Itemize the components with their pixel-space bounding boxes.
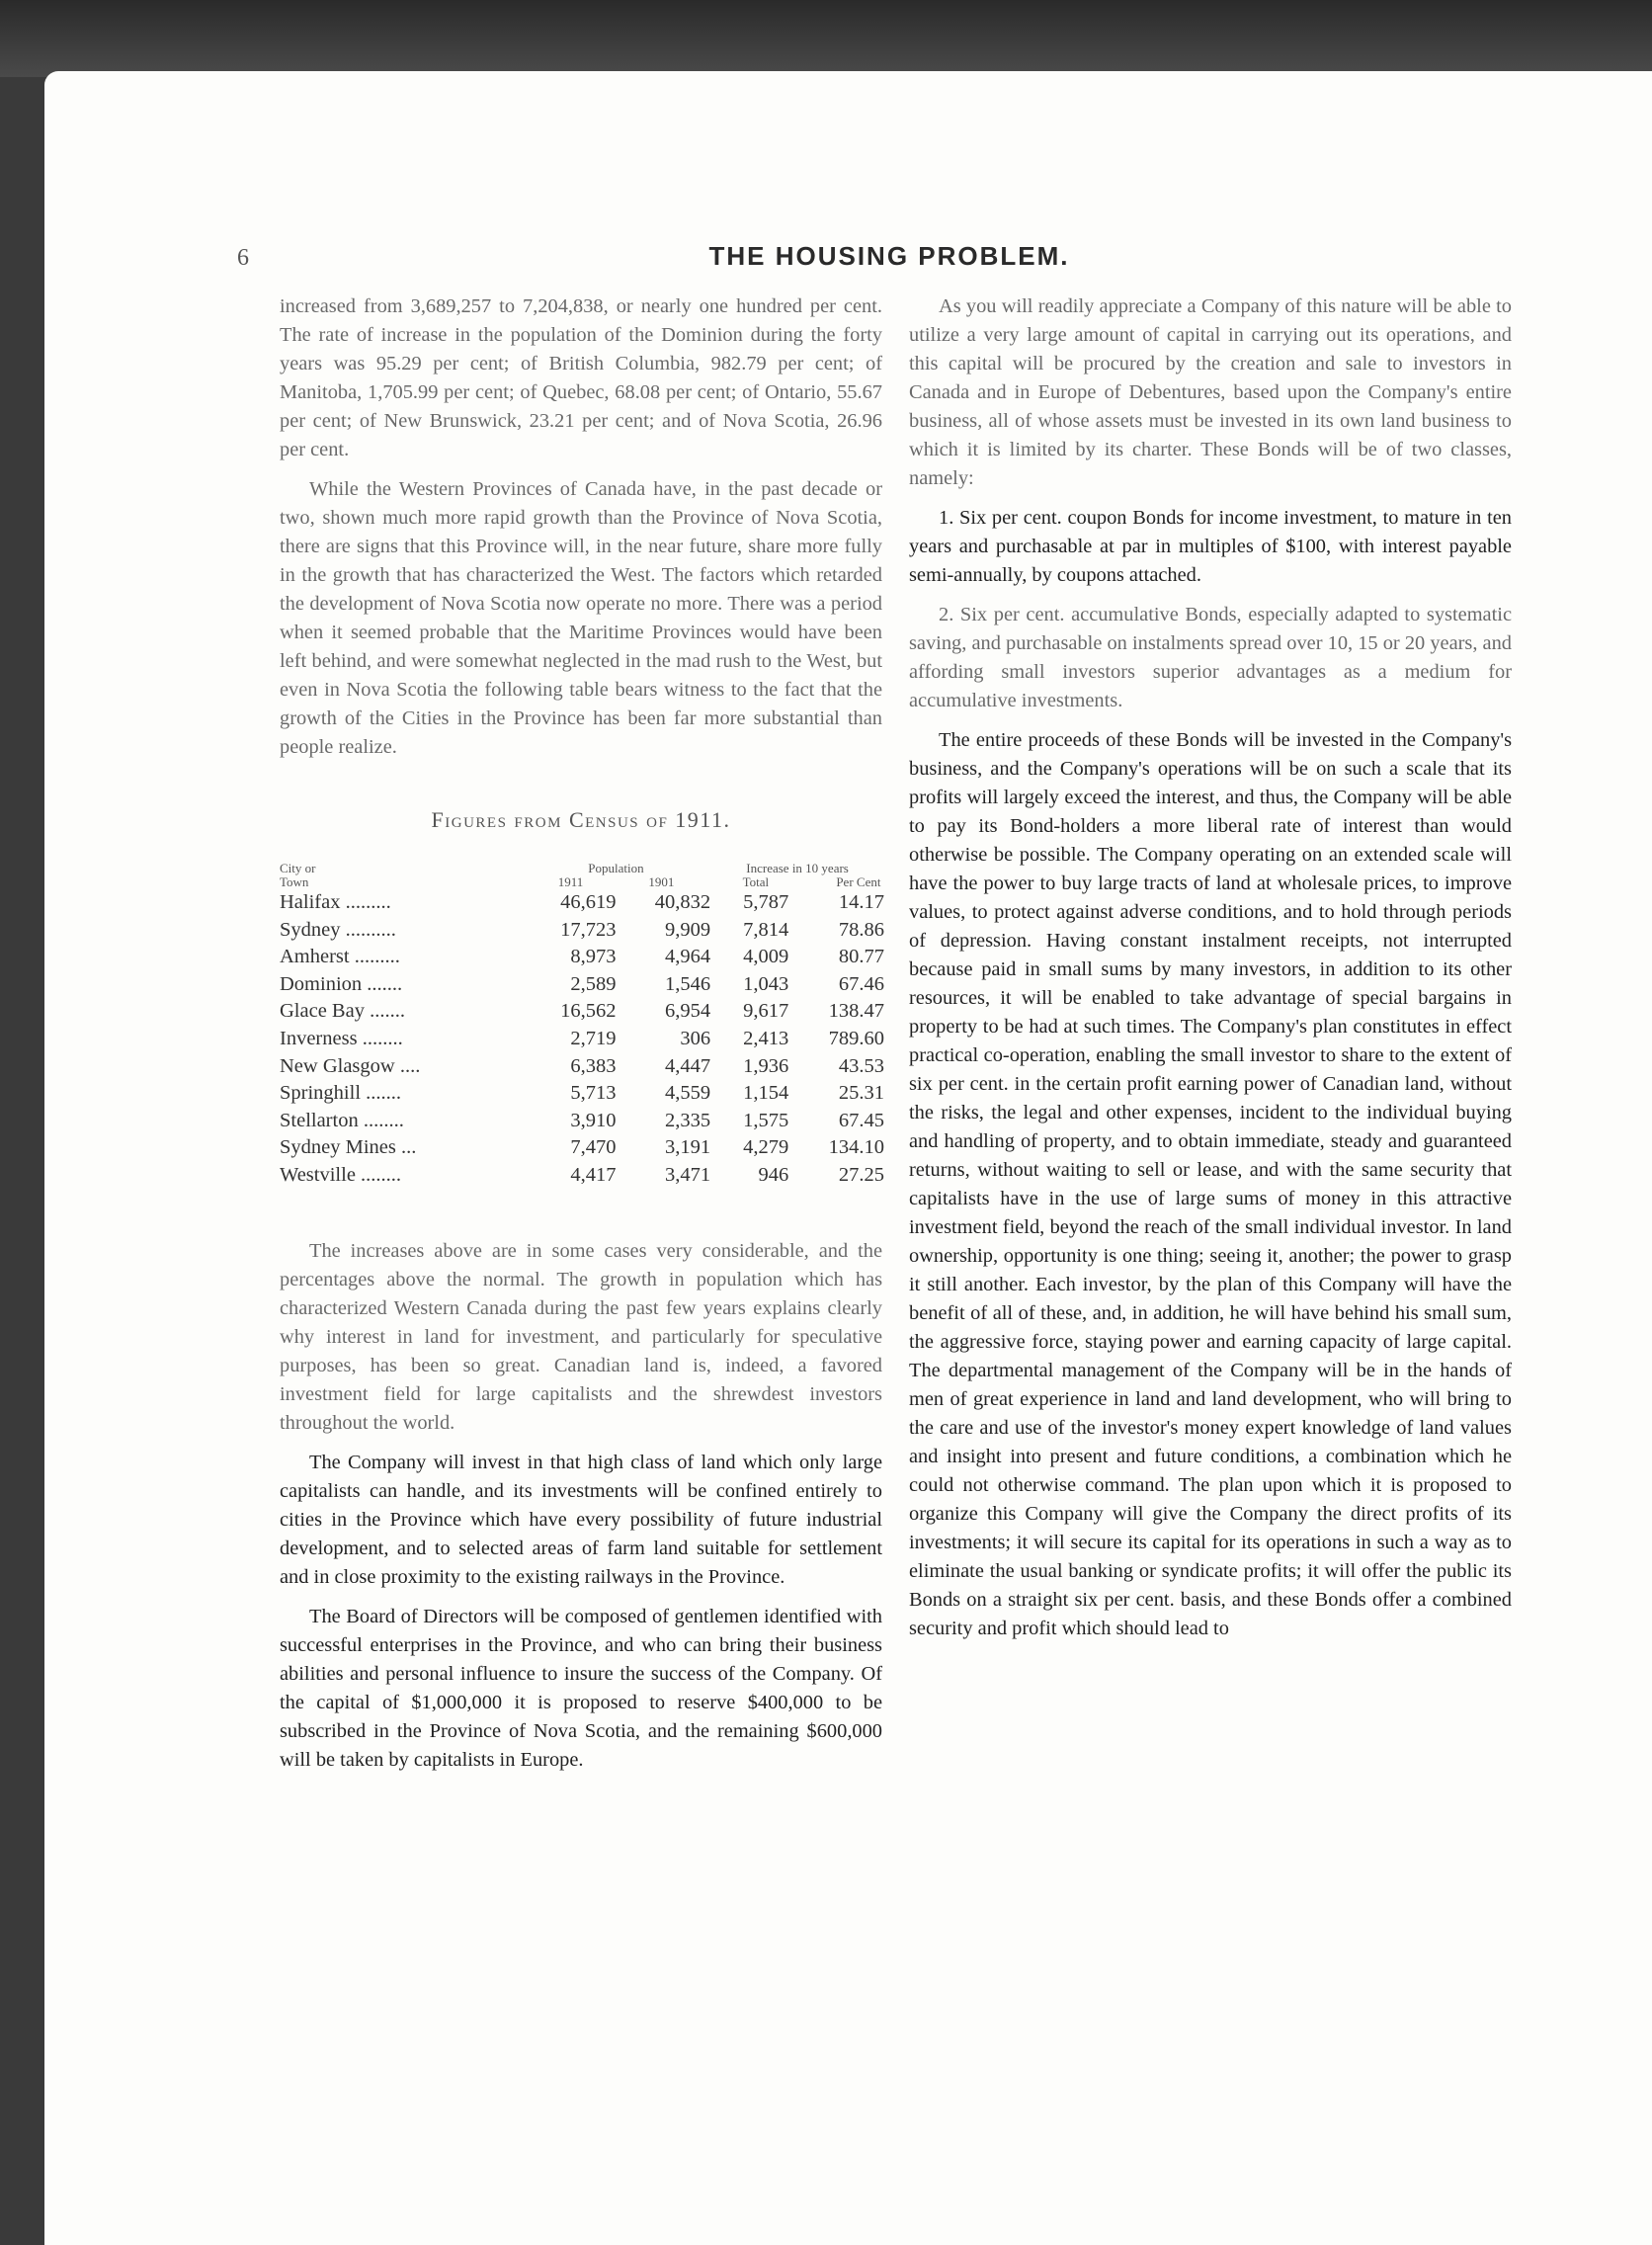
table-row <box>280 889 884 917</box>
town-cell <box>280 998 522 1026</box>
increase-percent-cell: 14.17 <box>838 891 884 913</box>
increase-total-cell: 2,413 <box>743 1027 789 1049</box>
increase-total-cell: 9,617 <box>743 1000 789 1023</box>
town-name: Springhill <box>280 1082 362 1105</box>
population-1901-cell: 40,832 <box>654 891 711 913</box>
population-1901-cell: 2,335 <box>665 1109 711 1131</box>
dot-leader: ....... <box>362 972 403 995</box>
population-1911-cell: 3,910 <box>570 1109 617 1131</box>
population-1911-cell: 46,619 <box>560 891 617 913</box>
town-cell <box>280 889 522 917</box>
increase-total-cell: 5,787 <box>743 891 789 913</box>
paragraph: 2. Six per cent. accumulative Bonds, especially adapted to systematic saving, and purchasable on instalments spread over 10, 15 or 20 years, and affording small investors superior advantages as a medium for accumulative investments. <box>909 604 1512 711</box>
increase-total-cell: 4,279 <box>743 1136 789 1159</box>
population-1911-cell: 2,719 <box>570 1027 617 1049</box>
table-body <box>280 889 884 1190</box>
population-1911-cell: 8,973 <box>570 946 617 968</box>
dot-leader: ........ <box>355 1163 402 1186</box>
town-name: Sydney <box>280 918 341 941</box>
increase-percent-cell: 43.53 <box>838 1054 884 1077</box>
population-1901-cell: 4,964 <box>665 946 711 968</box>
town-cell <box>280 944 522 971</box>
header-increase: Increase in 10 years Total Per Cent <box>742 861 881 889</box>
table-heading: Figures from Census of 1911. <box>431 807 731 832</box>
table-row <box>280 1134 884 1162</box>
town-name: Westville <box>280 1163 356 1186</box>
dot-leader: ........ <box>358 1109 404 1131</box>
increase-percent-cell: 27.25 <box>838 1163 884 1186</box>
population-1911-cell: 16,562 <box>560 1000 617 1023</box>
paragraph: increased from 3,689,257 to 7,204,838, or nearly one hundred per cent. The rate of increase in the population of the Dominion during the forty years was 95.29 per cent; of British Columbia, 982.79 per cent; of Manitoba, 1,705.99 per cent; of Quebec, 68.08 per cent; of Ontario, 55.67 per cent; of New Brunswick, 23.21 per cent; and of Nova Scotia, 26.96 per cent. <box>280 295 882 460</box>
population-1901-cell: 6,954 <box>665 1000 711 1023</box>
increase-percent-cell: 134.10 <box>828 1136 884 1159</box>
increase-percent-cell: 789.60 <box>828 1027 884 1049</box>
page-number: 6 <box>237 245 249 271</box>
population-1911-cell: 7,470 <box>570 1136 617 1159</box>
increase-percent-cell: 78.86 <box>838 918 884 941</box>
paragraph: As you will readily appreciate a Company of this nature will be able to utilize a very large amount of capital in carrying out its operations, and this capital will be procured by the creation and sale to investors in Canada and in Europe of Debentures, based upon the Company's entire business, all of whose assets must be invested in its own land business to which it is limited by its charter. These Bonds will be of two classes, namely: <box>909 295 1512 489</box>
town-name: Sydney Mines <box>280 1136 396 1159</box>
paragraph: The Board of Directors will be composed of gentlemen identified with successful enterprises in the Province, and who can bring their business abilities and personal influence to insure the success of the Company. Of the capital of $1,000,000 it is proposed to reserve $400,000 to be subscribed in the Province of Nova Scotia, and the remaining $600,000 will be taken by capitalists in Europe. <box>280 1605 882 1771</box>
left-column <box>280 292 882 1786</box>
town-cell <box>280 1134 522 1162</box>
increase-percent-cell: 67.46 <box>838 972 884 995</box>
increase-percent-cell: 25.31 <box>838 1082 884 1105</box>
paragraph: The Company will invest in that high class of land which only large capitalists can handle, and its investments will be confined entirely to cities in the Province which have every possibility of future industrial development, and to selected areas of farm land suitable for settlement and in close proximity to the existing railways in the Province. <box>280 1451 882 1588</box>
header-population: Population 1911 1901 <box>557 861 675 889</box>
population-1911-cell: 17,723 <box>560 918 617 941</box>
dot-leader: ....... <box>364 1000 405 1023</box>
population-1901-cell: 3,471 <box>665 1163 711 1186</box>
population-1901-cell: 4,447 <box>665 1054 711 1077</box>
paragraph: 1. Six per cent. coupon Bonds for income investment, to mature in ten years and purchasable at par in multiples of $100, with interest payable semi-annually, by coupons attached. <box>909 507 1512 586</box>
population-1911-cell: 6,383 <box>570 1054 617 1077</box>
increase-total-cell: 1,043 <box>743 972 789 995</box>
population-1901-cell: 4,559 <box>665 1082 711 1105</box>
dot-leader: ....... <box>361 1082 402 1105</box>
page-title: THE HOUSING PROBLEM. <box>708 241 1070 271</box>
town-cell <box>280 1108 522 1135</box>
town-name: Glace Bay <box>280 1000 365 1023</box>
dot-leader: .... <box>394 1054 421 1077</box>
table-row <box>280 917 884 945</box>
population-1901-cell: 1,546 <box>665 972 711 995</box>
population-1901-cell: 3,191 <box>665 1136 711 1159</box>
table-row <box>280 944 884 971</box>
increase-total-cell: 1,154 <box>743 1082 789 1105</box>
town-name: Amherst <box>280 946 350 968</box>
increase-total-cell: 1,936 <box>743 1054 789 1077</box>
town-cell <box>280 917 522 945</box>
table-row <box>280 998 884 1026</box>
increase-percent-cell: 67.45 <box>838 1109 884 1131</box>
table-row <box>280 1053 884 1081</box>
increase-percent-cell: 138.47 <box>828 1000 884 1023</box>
town-name: Stellarton <box>280 1109 359 1131</box>
population-1911-cell: 2,589 <box>570 972 617 995</box>
paragraph: While the Western Provinces of Canada have, in the past decade or two, shown much more rapid growth than the Province of Nova Scotia, there are signs that this Province will, in the near future, share more fully in the growth that has characterized the West. The factors which retarded the development of Nova Scotia now operate no more. There was a period when it seemed probable that the Maritime Provinces would have been left behind, and were somewhat neglected in the mad rush to the West, but even in Nova Scotia the following table bears witness to the fact that the growth of the Cities in the Province has been far more substantial than people realize. <box>280 478 882 758</box>
town-name: Inverness <box>280 1027 358 1049</box>
dot-leader: ... <box>395 1136 417 1159</box>
header-city: City or Town <box>280 861 316 889</box>
town-name: New Glasgow <box>280 1054 395 1077</box>
population-1901-cell: 306 <box>680 1027 711 1049</box>
right-column <box>909 292 1512 1654</box>
dot-leader: ......... <box>349 946 400 968</box>
town-cell <box>280 971 522 999</box>
table-row <box>280 1026 884 1053</box>
town-cell <box>280 1053 522 1081</box>
table-row <box>280 1080 884 1108</box>
town-cell <box>280 1080 522 1108</box>
paragraph: The increases above are in some cases very considerable, and the percentages above the normal. The growth in population which has characterized Western Canada during the past few years explains clearly why interest in land for investment, and particularly for speculative purposes, has been so great. Canadian land is, indeed, a favored investment field for large capitalists and the shrewdest investors throughout the world. <box>280 1239 882 1434</box>
increase-total-cell: 7,814 <box>743 918 789 941</box>
population-1911-cell: 4,417 <box>570 1163 617 1186</box>
table-header-row <box>280 862 884 889</box>
population-1911-cell: 5,713 <box>570 1082 617 1105</box>
paragraph: The entire proceeds of these Bonds will be invested in the Company's business, and the Company's operations will be on such a scale that its profits will largely exceed the interest, and thus, the Company will be able to pay its Bond-holders a more liberal rate of interest than would otherwise be possible. The Company operating on an extended scale will have the power to buy large tracts of land at wholesale prices, to improve values, to protect against adverse conditions, and to hold through periods of depression. Having constant instalment receipts, not interrupted because paid in small sums by many investors, in addition to its other resources, it will be enabled to take advantage of special bargains in property to be had at such times. The Company's plan constitutes in effect practical co-operation, enabling the small investor to share to the extent of six per cent. in the certain profit earning power of Canadian land, without the risks, the legal and other expenses, incident to the individual buying and handling of property, and to obtain immediate, steady and guaranteed returns, without waiting to sell or lease, and with the same security that capitalists have in the use of large sums of money in this attractive investment field, beyond the reach of the small individual investor. In land ownership, opportunity is one thing; seeing it, another; the power to grasp it still another. Each investor, by the plan of this Company will have the benefit of all of these, and, in addition, he will have behind his small sum, the aggressive force, staying power and earning capacity of large capital. The departmental management of the Company will be in the hands of men of great experience in land and land development, who will bring to the care and use of the investor's money expert knowledge of land values and insight into present and future conditions, a combination which he could not otherwise command. The plan upon which it is proposed to organize this Company will give the Company the direct profits of its investments; it will secure its capital for its operations in such a way as to eliminate the usual banking or syndicate profits; it will offer the public its Bonds on a straight six per cent. basis, and these Bonds offer a combined security and profit which should lead to <box>909 729 1512 1639</box>
dot-leader: .......... <box>340 918 396 941</box>
increase-percent-cell: 80.77 <box>838 946 884 968</box>
town-name: Halifax <box>280 891 341 913</box>
dot-leader: ........ <box>357 1027 403 1049</box>
dot-leader: ......... <box>340 891 391 913</box>
town-cell <box>280 1026 522 1053</box>
table-row <box>280 1162 884 1190</box>
population-1901-cell: 9,909 <box>665 918 711 941</box>
table-row <box>280 1108 884 1135</box>
town-name: Dominion <box>280 972 363 995</box>
town-cell <box>280 1162 522 1190</box>
table-row <box>280 971 884 999</box>
increase-total-cell: 4,009 <box>743 946 789 968</box>
increase-total-cell: 1,575 <box>743 1109 789 1131</box>
scanner-background <box>0 0 1652 77</box>
census-table <box>280 862 884 1190</box>
increase-total-cell: 946 <box>758 1163 789 1186</box>
